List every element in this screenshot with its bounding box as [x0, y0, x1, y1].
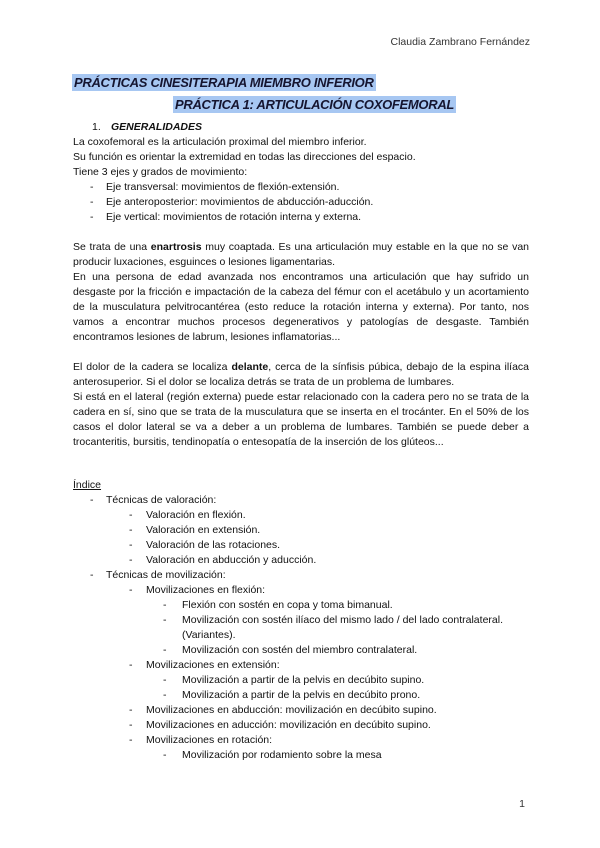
intro-line: Tiene 3 ejes y grados de movimiento: [73, 166, 248, 178]
paragraph: En una persona de edad avanzada nos encontramos una articulación que hay sufrido un desgaste por la fricción e impactación de la cabeza del fémur con el acetábulo y un acortamiento de la musculatura pelvitrocantérea (esto reduce la rotación interna y externa). Por tanto, nos vamos a encontrar muchos procesos degenerativos y patologías de desgaste. También encontramos lesiones de labrum, lesiones inflamatorias... [73, 271, 529, 343]
index-item: - Movilizaciones en extensión: [73, 658, 529, 673]
index-title: Índice [73, 479, 102, 491]
index-item: - Movilizaciones en aducción: movilización en decúbito supino. [73, 718, 529, 733]
document-title: PRÁCTICAS CINESITERAPIA MIEMBRO INFERIOR [74, 75, 374, 90]
index-item: - Valoración en abducción y aducción. [73, 553, 529, 568]
list-item: - Eje transversal: movimientos de flexión-extensión. [73, 180, 529, 195]
paragraph: Se trata de una enartrosis muy coaptada. Es una articulación muy estable en la que no se van producir luxaciones, esguinces o lesiones ligamentarias. [73, 241, 529, 268]
index-item: - Flexión con sostén en copa y toma bimanual. [73, 598, 529, 613]
index-item: - Movilización por rodamiento sobre la mesa [73, 748, 529, 763]
index-list [73, 493, 529, 763]
header-author: Claudia Zambrano Fernández [390, 36, 530, 48]
index-item: - Movilización con sostén ilíaco del mismo lado / del lado contralateral. (Variantes). [73, 613, 529, 643]
index-item: - Movilizaciones en abducción: movilización en decúbito supino. [73, 703, 529, 718]
axes-list [73, 180, 529, 225]
index-item: - Movilizaciones en rotación: [73, 733, 529, 748]
section-heading [92, 120, 529, 135]
list-item: - Eje vertical: movimientos de rotación interna y externa. [73, 210, 529, 225]
section-heading-text: GENERALIDADES [111, 121, 203, 133]
section-number: 1. [92, 121, 101, 133]
index-item: - Movilización a partir de la pelvis en decúbito supino. [73, 673, 529, 688]
document-body [73, 120, 529, 763]
bold-term: delante [231, 361, 269, 373]
index-item: - Técnicas de valoración: [73, 493, 529, 508]
paragraph: Si está en el lateral (región externa) puede estar relacionado con la cadera pero no se trata de la cadera en sí, sino que se trata de la musculatura que se inserta en el trocánter. En el 50% de los casos el dolor lateral se va a deber a un problema de lumbares. También se puede deber a trocanteritis, bursitis, tendinopatía o entesopatía de la inserción de los glúteos... [73, 391, 529, 448]
page-number: 1 [519, 798, 525, 810]
bold-term: enartrosis [150, 241, 202, 253]
index-item: - Movilizaciones en flexión: [73, 583, 529, 598]
index-item: - Valoración en extensión. [73, 523, 529, 538]
index-item: - Movilización con sostén del miembro contralateral. [73, 643, 529, 658]
list-item: - Eje anteroposterior: movimientos de abducción-aducción. [73, 195, 529, 210]
index-item: - Valoración de las rotaciones. [73, 538, 529, 553]
paragraph: El dolor de la cadera se localiza delante, cerca de la sínfisis púbica, debajo de la espina ilíaca anterosuperior. Si el dolor se localiza detrás se trata de un problema de lumbares. [73, 361, 530, 388]
intro-line: Su función es orientar la extremidad en todas las direcciones del espacio. [73, 151, 416, 163]
practice-title: PRÁCTICA 1: ARTICULACIÓN COXOFEMORAL [175, 97, 455, 112]
index-item: - Técnicas de movilización: [73, 568, 529, 583]
intro-line: La coxofemoral es la articulación proximal del miembro inferior. [73, 136, 367, 148]
index-item: - Valoración en flexión. [73, 508, 529, 523]
index-item: - Movilización a partir de la pelvis en decúbito prono. [73, 688, 529, 703]
